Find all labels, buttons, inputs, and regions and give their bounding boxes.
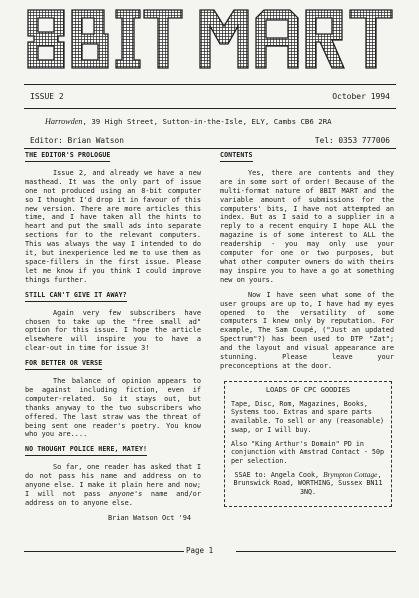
editor-signature: Brian Watson Oct '94 <box>108 513 191 522</box>
editor-name: Editor: Brian Watson <box>30 136 124 145</box>
ad-contact <box>231 471 385 497</box>
publisher-address <box>45 117 385 126</box>
section-heading-give-away: STILL CAN'T GIVE IT AWAY? <box>25 291 127 302</box>
address-place: Harrowden <box>45 117 83 126</box>
prologue-text: Issue 2, and already we have a new masthead. It was the only part of issue one not produced using an 8-bit computer so I thought I'd drop it in favour of this new version. There are more articles this time, and I have taken all the hints to heart and put the small ads into separate sections for to the relevant computers. This was always the way I intended to do it, but inexperience led me to use them as space-fillers in the first issue. Please let me know if you think I could improve things further. <box>25 168 201 284</box>
footer-rule-right <box>236 551 396 552</box>
right-column <box>220 151 394 377</box>
user-groups-text: Now I have seen what some of the user groups are up to, I have had my eyes opened to the versatility of some computers I knew only by reputation. For example, The Sam Coupé, ("Just an updated Spectrum"?) has been used to DTP "Zat"; and the layout and visual appearance are stunning. Please leave your preconceptions at the door. <box>220 290 394 370</box>
editor-rule <box>24 148 396 149</box>
ad-title: LOADS OF CPC GOODIES <box>265 386 351 394</box>
masthead-logo <box>24 6 396 72</box>
section-heading-prologue: THE EDITOR'S PROLOGUE <box>25 151 110 162</box>
address-rest: , 39 High Street, Sutton-in-the-Isle, ELY, Cambs CB6 2RA <box>82 117 332 126</box>
issue-rule <box>24 108 396 109</box>
ad-text-2: Also "King Arthur's Domain" PD in conjunction with Amstrad Contact - 50p per selection. <box>231 439 384 465</box>
page-number: Page 1 <box>186 546 214 555</box>
issue-number: ISSUE 2 <box>30 92 64 101</box>
cpc-goodies-ad <box>224 381 392 507</box>
editor-row <box>30 136 390 145</box>
thought-police-text <box>25 463 201 508</box>
section-heading-verse: FOR BETTER OR VERSE <box>25 359 102 370</box>
section-heading-thought-police: NO THOUGHT POLICE HERE, MATEY! <box>25 445 147 456</box>
give-away-text: Again very few subscribers have chosen to take up the "free small ad" option for this issue. I hope the article elsewhere will inspire you to have a clear-out in time for issue 3! <box>25 308 201 353</box>
thought-police-text-a: So far, one reader has asked that I do not pass his name and address on to anyone else. I make it plain here and now; I will not pass <box>25 463 201 498</box>
ad-contact-cottage: Brympton Cottage <box>323 469 378 479</box>
thought-police-emphasis: anyone's <box>109 490 143 498</box>
left-column <box>25 151 201 523</box>
masthead-title-text: 8BIT MART <box>24 6 30 7</box>
footer-rule-left <box>24 551 184 552</box>
masthead-rule <box>24 84 396 85</box>
issue-row <box>30 92 390 101</box>
ad-contact-b: , Brunswick Road, WORTHING, Sussex BN11 3NQ. <box>233 470 383 497</box>
editor-phone: Tel: 0353 777006 <box>314 136 390 145</box>
ad-contact-a: SSAE to: Angela Cook, <box>234 470 324 479</box>
masthead <box>24 6 396 72</box>
thought-police-text-b: name and/or address on to anyone else. <box>25 490 201 507</box>
section-heading-contents: CONTENTS <box>220 151 253 162</box>
contents-text: Yes, there are contents and they are in some sort of order! Because of the multi-format nature of 8BIT MART and the variable amount of submissions for the computers' bits, I have not attempted an index. But as I said to a supplier in a reply to a recent enquiry I hope ALL the magazine is of some interest to ALL the readership - you may only use your computer for one or two purposes, but what other computer owners do with theirs may inspire you to have a go at something new on yours. <box>220 168 394 284</box>
ad-text-1: Tape, Disc, Rom, Magazines, Books, Systems too. Extras and spare parts available. To sell or any (reasonable) swap, or I will buy. <box>231 399 384 434</box>
issue-date: October 1994 <box>332 92 390 101</box>
verse-text: The balance of opinion appears to be against including fiction, even if computer-related. So it stays out, but thanks anyway to the two subscribers who offered. The last straw was the threat of being sent one reader's poetry. You know who you are.... <box>25 377 201 439</box>
